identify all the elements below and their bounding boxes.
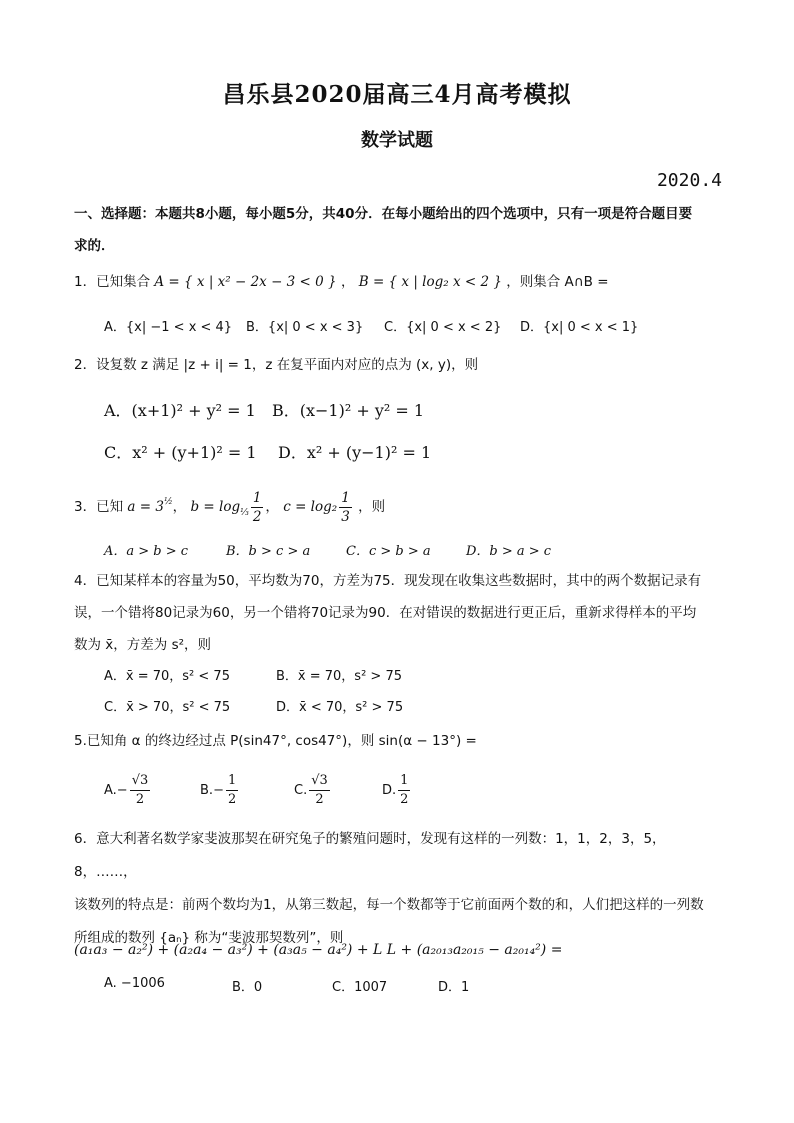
q4-line3: 数为 x̄，方差为 s²，则 [74,637,212,653]
q4-line2: 误，一个错将80记录为60，另一个错将70记录为90．在对错误的数据进行更正后，重新求得样本的平均 [74,605,697,621]
q3-option-d[interactable]: D．b > a > c [466,544,552,559]
q1-option-d[interactable]: D．{x| 0 < x < 1} [520,320,639,335]
q1-separator: ， [340,274,355,290]
q3-b-expression: $b = \log_{\frac{1}{3}}$ $\frac{1}{2}$ [190,490,262,525]
q3-option-b[interactable]: B．b > c > a [226,544,311,559]
q6-option-a[interactable]: A. −1006 [104,976,165,991]
exam-subtitle: 数学试题 [361,130,433,151]
q1-set-b: B = { x | log₂ x < 2 } [358,274,502,290]
exam-date: 2020.4 [656,170,722,191]
q4-line1: 4．已知某样本的容量为50，平均数为70，方差为75．现发现在收集这些数据时，其中的两个数据记录有 [74,573,702,589]
question-1 [74,272,609,292]
section-instructions-line2: 求的． [74,238,115,254]
q2-option-a[interactable]: A．(x+1)² + y² = 1 [104,401,256,420]
q1-option-a[interactable]: A．{x| −1 < x < 4} [104,320,233,335]
q4-option-c[interactable]: C．x̄ > 70，s² < 75 [104,700,231,715]
question-5: 5.已知角 α 的终边经过点 P(sin47°, cos47°)，则 sin(α − 13°) = [74,733,477,749]
question-3: 3．已知 $a = 3^{\frac{1}{2}}$， $b = \log_{\frac{1}{3}}$ $\frac{1}{2}$ ， c = log₂ $\frac{1}{3}$ ，则 [74,490,386,525]
q3-c-expression: c = log₂ $\frac{1}{3}$ [283,490,350,525]
q6-option-b[interactable]: B．0 [232,980,263,995]
q6-line2: 该数列的特点是：前两个数均为1，从第三数起，每一个数都等于它前面两个数的和，人们把这样的一列数 [74,897,704,913]
question-6 [74,823,726,955]
q3-a-expression: $a = 3^{\frac{1}{2}}$ [127,497,173,515]
q2-option-d[interactable]: D．x² + (y−1)² = 1 [278,443,432,462]
q4-option-a[interactable]: A．x̄ = 70，s² < 75 [104,669,230,684]
q5-option-c[interactable]: C. $\frac{√3}{2}$ [294,773,328,807]
section-instructions [74,198,726,262]
q1-option-c[interactable]: C．{x| 0 < x < 2} [384,320,502,335]
q3-prefix: 3．已知 [74,499,124,515]
q6-line3: 所组成的数列 {aₙ} 称为“斐波那契数列”，则 [74,930,344,946]
q2-option-b[interactable]: B．(x−1)² + y² = 1 [272,401,425,420]
question-4 [74,565,726,661]
q1-set-a: A = { x | x² − 2x − 3 < 0 } [154,274,337,290]
q1-suffix: ，则集合 A∩B = [506,274,609,290]
section-instructions-line1: 一、选择题：本题共8小题，每小题5分，共40分．在每小题给出的四个选项中，只有一项是符合题目要 [74,206,693,222]
exam-title: 昌乐县2020届高三4月高考模拟 [222,81,572,108]
q5-option-b[interactable]: B.− $\frac{1}{2}$ [200,773,237,807]
q4-option-d[interactable]: D．x̄ < 70，s² > 75 [276,700,404,715]
q6-formula: (a₁a₃ − a₂²) + (a₂a₄ − a₃²) + (a₃a₅ − a₄²) + L L + (a₂₀₁₃a₂₀₁₅ − a₂₀₁₄²) = [74,942,563,958]
q1-option-b[interactable]: B．{x| 0 < x < 3} [246,320,364,335]
q3-option-c[interactable]: C．c > b > a [346,544,431,559]
q2-option-c[interactable]: C．x² + (y+1)² = 1 [104,443,257,462]
q5-option-d[interactable]: D. $\frac{1}{2}$ [382,773,409,807]
q5-option-a[interactable]: A.− $\frac{√3}{2}$ [104,773,149,807]
q6-option-d[interactable]: D．1 [438,980,470,995]
q4-option-b[interactable]: B．x̄ = 70，s² > 75 [276,669,402,684]
q3-suffix: ，则 [358,499,386,515]
q6-option-c[interactable]: C．1007 [332,980,388,995]
q1-prefix: 1．已知集合 [74,274,151,290]
q6-line1: 6．意大利著名数学家斐波那契在研究兔子的繁殖问题时，发现有这样的一列数：1，1，2，3，5，8，……， [74,831,666,880]
q3-option-a[interactable]: A．a > b > c [104,544,189,559]
question-2: 2．设复数 z 满足 |z + i| = 1，z 在复平面内对应的点为 (x, y)，则 [74,357,479,373]
